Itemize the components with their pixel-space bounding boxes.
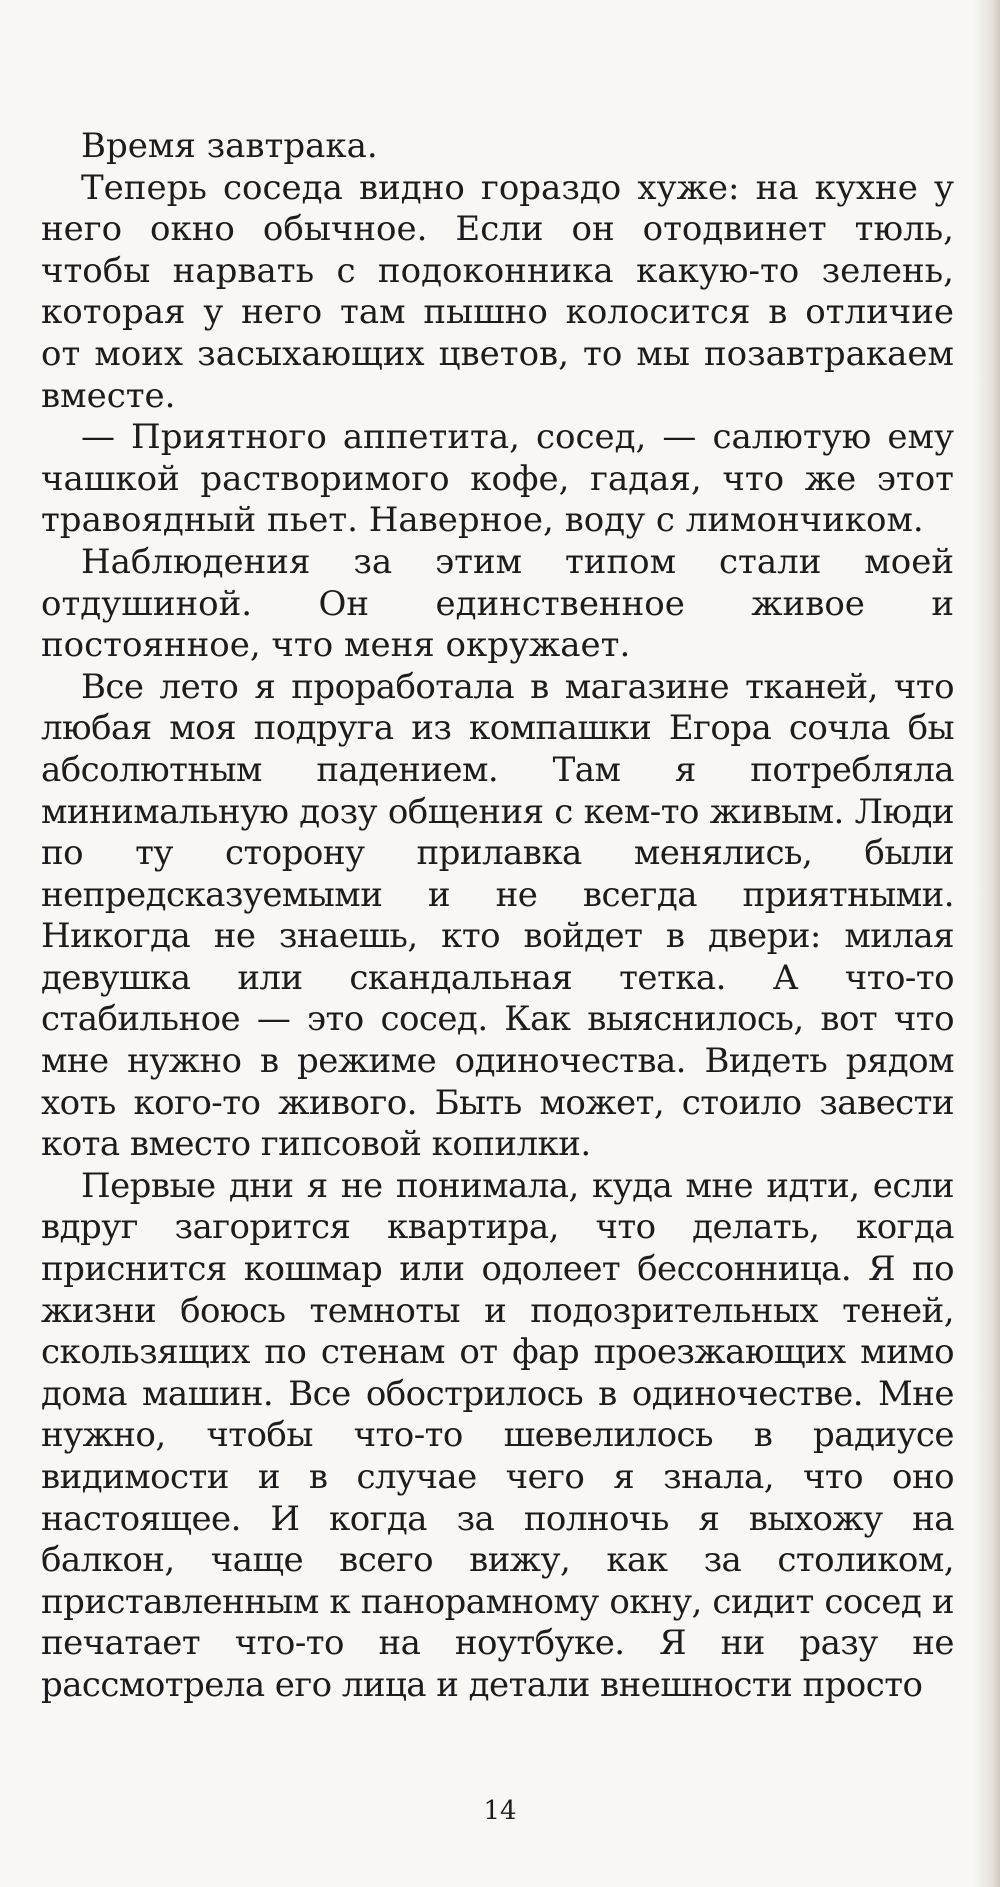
book-text (41, 126, 954, 1707)
page-edge-shadow (974, 0, 1000, 1887)
paragraph-1: Время завтрака. (81, 126, 378, 166)
paragraph-2: Теперь соседа видно гораздо хуже: на кухне у него окно обычное. Если он отодвинет тюль, чтобы нарвать с подоконника какую-то зелень, которая у него там пышно колосится в отличие от моих засыхающих цветов, то мы позавтракаем вместе. (41, 167, 954, 416)
paragraph-5: Все лето я проработала в магазине тканей, что любая моя подруга из компашки Егора сочла бы абсолютным падением. Там я потребляла минимальную дозу общения с кем-то живым. Люди по ту сторону прилавка менялись, были непредсказуемыми и не всегда приятными. Никогда не знаешь, кто войдет в двери: милая девушка или скандальная тетка. А что-то стабильное — это сосед. Как выяснилось, вот что мне нужно в режиме одиночества. Видеть рядом хоть кого-то живого. Быть может, стоило завести кота вместо гипсовой копилки. (41, 666, 954, 1165)
paragraph-4: Наблюдения за этим типом стали моей отдушиной. Он единственное живое и постоянное, что меня окружает. (41, 541, 954, 666)
page-number: 14 (483, 1796, 517, 1826)
paragraph-6: Первые дни я не понимала, куда мне идти, если вдруг загорится квартира, что делать, когда приснится кошмар или одолеет бессонница. Я по жизни боюсь темноты и подозрительных теней, скользящих по стенам от фар проезжающих мимо дома машин. Все обострилось в одиночестве. Мне нужно, чтобы что-то шевелилось в радиусе видимости и в случае чего я знала, что оно настоящее. И когда за полночь я выхожу на балкон, чаще всего вижу, как за столиком, приставленным к панорамному окну, сидит сосед и печатает что-то на ноутбуке. Я ни разу не рассмотрела его лица и детали внешности просто (41, 1165, 954, 1705)
paragraph-3: — Приятного аппетита, сосед, — салютую ему чашкой растворимого кофе, гадая, что же этот травоядный пьет. Наверное, воду с лимончиком. (41, 417, 954, 541)
